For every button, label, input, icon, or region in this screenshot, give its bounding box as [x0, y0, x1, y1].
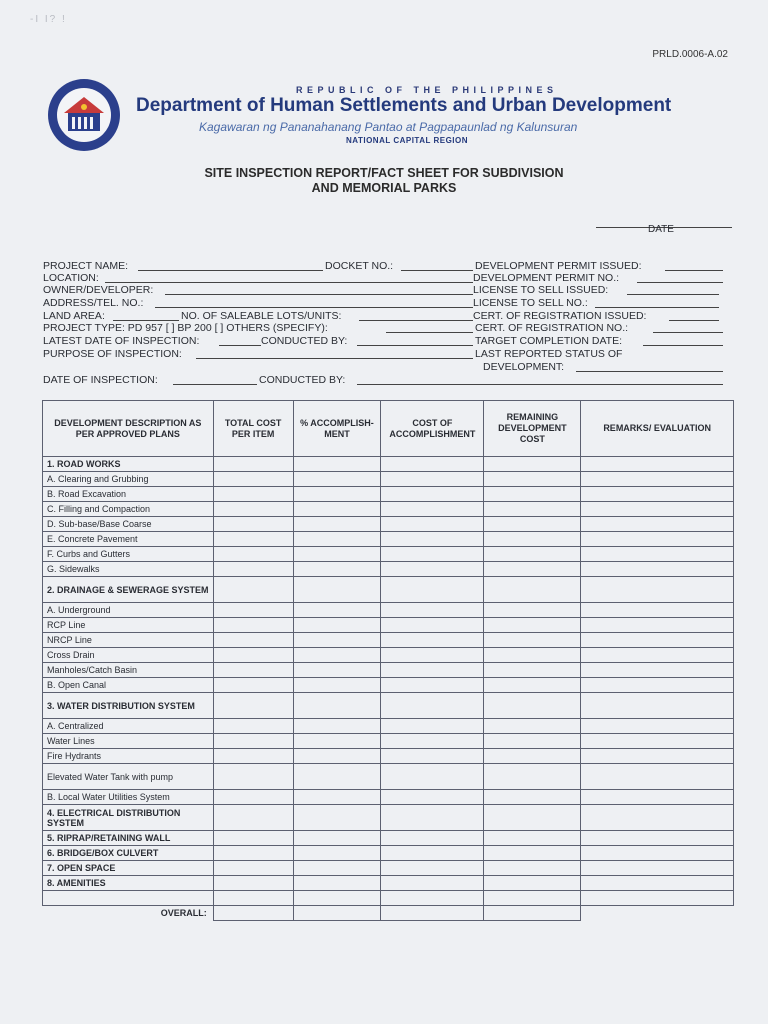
last-status-label: LAST REPORTED STATUS OF [475, 348, 623, 360]
row-cell[interactable] [381, 805, 484, 831]
row-cell[interactable] [293, 532, 381, 547]
overall-blank [581, 906, 734, 921]
row-cell[interactable] [293, 457, 381, 472]
row-description: F. Curbs and Gutters [43, 547, 214, 562]
row-cell[interactable] [581, 891, 734, 906]
table-row [43, 805, 734, 831]
row-cell[interactable] [293, 846, 381, 861]
row-cell[interactable] [293, 749, 381, 764]
row-description: 3. WATER DISTRIBUTION SYSTEM [43, 693, 214, 719]
project-type-label: PROJECT TYPE: PD 957 [ ] BP 200 [ ] OTHERS (SPECIFY): [43, 322, 328, 334]
row-cell[interactable] [581, 876, 734, 891]
target-completion-label: TARGET COMPLETION DATE: [475, 335, 623, 347]
row-description: G. Sidewalks [43, 562, 214, 577]
row-cell[interactable] [293, 734, 381, 749]
row-description: Cross Drain [43, 648, 214, 663]
saleable-lots-label: NO. OF SALEABLE LOTS/UNITS: [181, 310, 342, 322]
row-cell[interactable] [581, 846, 734, 861]
table-row [43, 633, 734, 648]
row-description: Elevated Water Tank with pump [43, 764, 214, 790]
row-cell[interactable] [484, 577, 581, 603]
table-row [43, 618, 734, 633]
row-cell[interactable] [213, 693, 293, 719]
row-description: 6. BRIDGE/BOX CULVERT [43, 846, 214, 861]
dev-permit-issued-field[interactable] [665, 260, 723, 271]
land-area-field[interactable] [113, 310, 179, 321]
table-row [43, 663, 734, 678]
dev-permit-no-label: DEVELOPMENT PERMIT NO.: [473, 272, 620, 284]
table-row [43, 547, 734, 562]
row-description: 2. DRAINAGE & SEWERAGE SYSTEM [43, 577, 214, 603]
overall-cell[interactable] [484, 906, 581, 921]
row-cell[interactable] [484, 663, 581, 678]
last-status-development-label: DEVELOPMENT: [483, 361, 565, 373]
row-description: Fire Hydrants [43, 749, 214, 764]
row-description: A. Clearing and Grubbing [43, 472, 214, 487]
row-cell[interactable] [213, 861, 293, 876]
table-row [43, 764, 734, 790]
date-label: DATE [648, 224, 674, 235]
row-cell[interactable] [293, 633, 381, 648]
row-cell[interactable] [213, 562, 293, 577]
row-cell[interactable] [484, 891, 581, 906]
table-row [43, 790, 734, 805]
row-cell[interactable] [381, 749, 484, 764]
table-row [43, 517, 734, 532]
row-cell[interactable] [213, 633, 293, 648]
table-row [43, 749, 734, 764]
row-cell[interactable] [381, 663, 484, 678]
row-cell[interactable] [213, 517, 293, 532]
header-accomplishment: % ACCOMPLISH-MENT [293, 401, 381, 457]
row-cell[interactable] [484, 678, 581, 693]
row-cell[interactable] [484, 876, 581, 891]
table-row [43, 502, 734, 517]
row-cell[interactable] [381, 678, 484, 693]
row-cell[interactable] [293, 648, 381, 663]
row-cell[interactable] [293, 562, 381, 577]
row-cell[interactable] [484, 562, 581, 577]
row-cell[interactable] [381, 861, 484, 876]
row-cell[interactable] [213, 719, 293, 734]
row-cell[interactable] [213, 678, 293, 693]
table-row [43, 577, 734, 603]
region-name: NATIONAL CAPITAL REGION [346, 136, 469, 145]
row-description: RCP Line [43, 618, 214, 633]
table-row [43, 719, 734, 734]
row-cell[interactable] [581, 734, 734, 749]
row-cell[interactable] [581, 764, 734, 790]
row-cell[interactable] [293, 861, 381, 876]
row-description: D. Sub-base/Base Coarse [43, 517, 214, 532]
row-cell[interactable] [581, 547, 734, 562]
republic-heading: REPUBLIC OF THE PHILIPPINES [296, 85, 558, 95]
header-total-cost: TOTAL COST PER ITEM [213, 401, 293, 457]
row-description: 1. ROAD WORKS [43, 457, 214, 472]
row-cell[interactable] [484, 749, 581, 764]
row-cell[interactable] [293, 693, 381, 719]
row-cell[interactable] [581, 633, 734, 648]
row-cell[interactable] [381, 831, 484, 846]
last-status-field[interactable] [576, 361, 723, 372]
row-cell[interactable] [293, 719, 381, 734]
row-cell[interactable] [293, 517, 381, 532]
row-cell[interactable] [381, 603, 484, 618]
conducted-by-field[interactable] [357, 335, 473, 346]
table-body [43, 457, 734, 921]
row-cell[interactable] [484, 790, 581, 805]
lts-no-label: LICENSE TO SELL NO.: [473, 297, 588, 309]
row-description: 7. OPEN SPACE [43, 861, 214, 876]
cert-reg-no-field[interactable] [653, 322, 723, 333]
row-cell[interactable] [381, 846, 484, 861]
row-cell[interactable] [213, 805, 293, 831]
row-cell[interactable] [484, 633, 581, 648]
row-cell[interactable] [381, 517, 484, 532]
row-cell[interactable] [213, 547, 293, 562]
table-row [43, 603, 734, 618]
row-cell[interactable] [484, 472, 581, 487]
development-table [42, 400, 734, 921]
row-description: C. Filling and Compaction [43, 502, 214, 517]
row-cell[interactable] [213, 618, 293, 633]
row-cell[interactable] [293, 603, 381, 618]
title-line-2: AND MEMORIAL PARKS [311, 181, 457, 195]
address-label: ADDRESS/TEL. NO.: [43, 297, 144, 309]
row-cell[interactable] [581, 805, 734, 831]
row-cell[interactable] [581, 562, 734, 577]
row-cell[interactable] [381, 633, 484, 648]
cert-reg-issued-label: CERT. OF REGISTRATION ISSUED: [473, 310, 647, 322]
dev-permit-issued-label: DEVELOPMENT PERMIT ISSUED: [475, 260, 642, 272]
docket-no-field[interactable] [401, 260, 473, 271]
row-cell[interactable] [213, 790, 293, 805]
land-area-label: LAND AREA: [43, 310, 105, 322]
table-row [43, 457, 734, 472]
dev-permit-no-field[interactable] [637, 272, 723, 283]
table-row [43, 562, 734, 577]
latest-date-label: LATEST DATE OF INSPECTION: [43, 335, 200, 347]
row-cell[interactable] [484, 719, 581, 734]
row-cell[interactable] [213, 648, 293, 663]
conducted-by-label: CONDUCTED BY: [261, 335, 348, 347]
row-cell[interactable] [213, 734, 293, 749]
row-cell[interactable] [581, 603, 734, 618]
lts-issued-field[interactable] [627, 284, 719, 295]
row-cell[interactable] [293, 876, 381, 891]
row-cell[interactable] [581, 861, 734, 876]
row-cell[interactable] [484, 846, 581, 861]
row-cell[interactable] [581, 517, 734, 532]
row-cell[interactable] [381, 472, 484, 487]
row-cell[interactable] [581, 693, 734, 719]
row-cell[interactable] [484, 487, 581, 502]
row-cell[interactable] [484, 861, 581, 876]
row-description: Water Lines [43, 734, 214, 749]
row-cell[interactable] [581, 831, 734, 846]
owner-field[interactable] [165, 284, 473, 295]
row-cell[interactable] [293, 618, 381, 633]
purpose-field[interactable] [196, 348, 473, 359]
table-row [43, 734, 734, 749]
row-cell[interactable] [293, 805, 381, 831]
location-field[interactable] [105, 272, 473, 283]
form-code: PRLD.0006-A.02 [652, 49, 728, 60]
row-description: A. Centralized [43, 719, 214, 734]
table-row [43, 678, 734, 693]
row-cell[interactable] [484, 831, 581, 846]
row-cell[interactable] [581, 719, 734, 734]
table-row [43, 648, 734, 663]
header-remarks: REMARKS/ EVALUATION [581, 401, 734, 457]
row-cell[interactable] [213, 532, 293, 547]
row-description: Manholes/Catch Basin [43, 663, 214, 678]
row-cell[interactable] [293, 577, 381, 603]
row-cell[interactable] [381, 577, 484, 603]
row-cell[interactable] [293, 831, 381, 846]
table-header-row [43, 401, 734, 457]
row-cell[interactable] [213, 487, 293, 502]
table-row [43, 846, 734, 861]
row-cell[interactable] [381, 532, 484, 547]
row-cell[interactable] [213, 502, 293, 517]
row-cell[interactable] [293, 663, 381, 678]
address-field[interactable] [155, 297, 473, 308]
row-cell[interactable] [213, 846, 293, 861]
header-remaining-cost: REMAINING DEVELOPMENT COST [484, 401, 581, 457]
others-specify-field[interactable] [386, 322, 473, 333]
docket-no-label: DOCKET NO.: [325, 260, 394, 272]
table-row [43, 693, 734, 719]
row-cell[interactable] [581, 678, 734, 693]
overall-cell[interactable] [293, 906, 381, 921]
row-cell[interactable] [484, 547, 581, 562]
row-cell[interactable] [484, 502, 581, 517]
table-row [43, 472, 734, 487]
header-description: DEVELOPMENT DESCRIPTION AS PER APPROVED PLANS [43, 401, 214, 457]
lts-no-field[interactable] [595, 297, 719, 308]
row-description: 8. AMENITIES [43, 876, 214, 891]
row-cell[interactable] [484, 457, 581, 472]
table-row [43, 487, 734, 502]
project-name-field[interactable] [138, 260, 323, 271]
conducted-by-2-field[interactable] [357, 374, 723, 385]
row-cell[interactable] [381, 562, 484, 577]
table-row [43, 861, 734, 876]
location-label: LOCATION: [43, 272, 99, 284]
table-row [43, 891, 734, 906]
row-cell[interactable] [213, 457, 293, 472]
row-cell[interactable] [381, 618, 484, 633]
row-cell[interactable] [581, 663, 734, 678]
row-cell[interactable] [484, 603, 581, 618]
department-name: Department of Human Settlements and Urban Development [136, 95, 672, 116]
row-description: A. Underground [43, 603, 214, 618]
date-of-inspection-field[interactable] [173, 374, 257, 385]
row-description: NRCP Line [43, 633, 214, 648]
header-cost-of-accomplishment: COST OF ACCOMPLISHMENT [381, 401, 484, 457]
table-row [43, 876, 734, 891]
row-cell[interactable] [293, 764, 381, 790]
row-cell[interactable] [581, 648, 734, 663]
lts-issued-label: LICENSE TO SELL ISSUED: [473, 284, 609, 296]
row-cell[interactable] [581, 457, 734, 472]
row-cell[interactable] [213, 876, 293, 891]
row-cell[interactable] [293, 502, 381, 517]
row-description: E. Concrete Pavement [43, 532, 214, 547]
row-description: 5. RIPRAP/RETAINING WALL [43, 831, 214, 846]
row-cell[interactable] [484, 693, 581, 719]
table-row [43, 831, 734, 846]
row-description [43, 891, 214, 906]
row-cell[interactable] [484, 734, 581, 749]
row-description: B. Open Canal [43, 678, 214, 693]
row-cell[interactable] [581, 749, 734, 764]
row-cell[interactable] [293, 547, 381, 562]
row-cell[interactable] [293, 790, 381, 805]
row-description: B. Local Water Utilities System [43, 790, 214, 805]
row-cell[interactable] [484, 532, 581, 547]
row-cell[interactable] [581, 502, 734, 517]
row-cell[interactable] [484, 618, 581, 633]
row-cell[interactable] [484, 648, 581, 663]
row-cell[interactable] [381, 891, 484, 906]
conducted-by-2-label: CONDUCTED BY: [259, 374, 346, 386]
overall-cell[interactable] [381, 906, 484, 921]
row-cell[interactable] [381, 457, 484, 472]
row-cell[interactable] [213, 749, 293, 764]
department-tagalog: Kagawaran ng Pananahanang Pantao at Pagpapaunlad ng Kalunsuran [199, 120, 578, 134]
row-cell[interactable] [381, 719, 484, 734]
dhsud-seal-icon [46, 77, 122, 153]
row-description: B. Road Excavation [43, 487, 214, 502]
row-cell[interactable] [213, 764, 293, 790]
row-cell[interactable] [381, 764, 484, 790]
row-cell[interactable] [293, 678, 381, 693]
project-name-label: PROJECT NAME: [43, 260, 128, 272]
row-cell[interactable] [381, 487, 484, 502]
overall-cell[interactable] [213, 906, 293, 921]
table-row [43, 532, 734, 547]
row-cell[interactable] [581, 532, 734, 547]
saleable-lots-field[interactable] [359, 310, 473, 321]
row-cell[interactable] [484, 805, 581, 831]
row-cell[interactable] [581, 618, 734, 633]
row-cell[interactable] [293, 487, 381, 502]
latest-date-field[interactable] [219, 335, 261, 346]
overall-row [43, 906, 734, 921]
cert-reg-no-label: CERT. OF REGISTRATION NO.: [475, 322, 629, 334]
row-cell[interactable] [213, 603, 293, 618]
row-cell[interactable] [213, 472, 293, 487]
row-cell[interactable] [213, 577, 293, 603]
handwritten-scribble: -I I? ! [30, 14, 67, 25]
row-cell[interactable] [581, 790, 734, 805]
report-title [0, 166, 768, 196]
row-cell[interactable] [381, 648, 484, 663]
row-cell[interactable] [484, 764, 581, 790]
row-cell[interactable] [213, 891, 293, 906]
row-cell[interactable] [381, 547, 484, 562]
row-cell[interactable] [381, 876, 484, 891]
row-cell[interactable] [484, 517, 581, 532]
row-cell[interactable] [381, 734, 484, 749]
title-line-1: SITE INSPECTION REPORT/FACT SHEET FOR SUBDIVISION [204, 166, 564, 180]
row-cell[interactable] [213, 663, 293, 678]
row-cell[interactable] [581, 472, 734, 487]
overall-label: OVERALL: [160, 908, 207, 919]
row-cell[interactable] [581, 577, 734, 603]
row-cell[interactable] [213, 831, 293, 846]
cert-reg-issued-field[interactable] [669, 310, 719, 321]
row-cell[interactable] [381, 502, 484, 517]
target-completion-field[interactable] [643, 335, 723, 346]
row-cell[interactable] [381, 693, 484, 719]
row-description: 4. ELECTRICAL DISTRIBUTION SYSTEM [43, 805, 214, 831]
owner-label: OWNER/DEVELOPER: [43, 284, 154, 296]
row-cell[interactable] [293, 472, 381, 487]
row-cell[interactable] [381, 790, 484, 805]
row-cell[interactable] [581, 487, 734, 502]
purpose-label: PURPOSE OF INSPECTION: [43, 348, 182, 360]
date-of-inspection-label: DATE OF INSPECTION: [43, 374, 158, 386]
row-cell[interactable] [293, 891, 381, 906]
